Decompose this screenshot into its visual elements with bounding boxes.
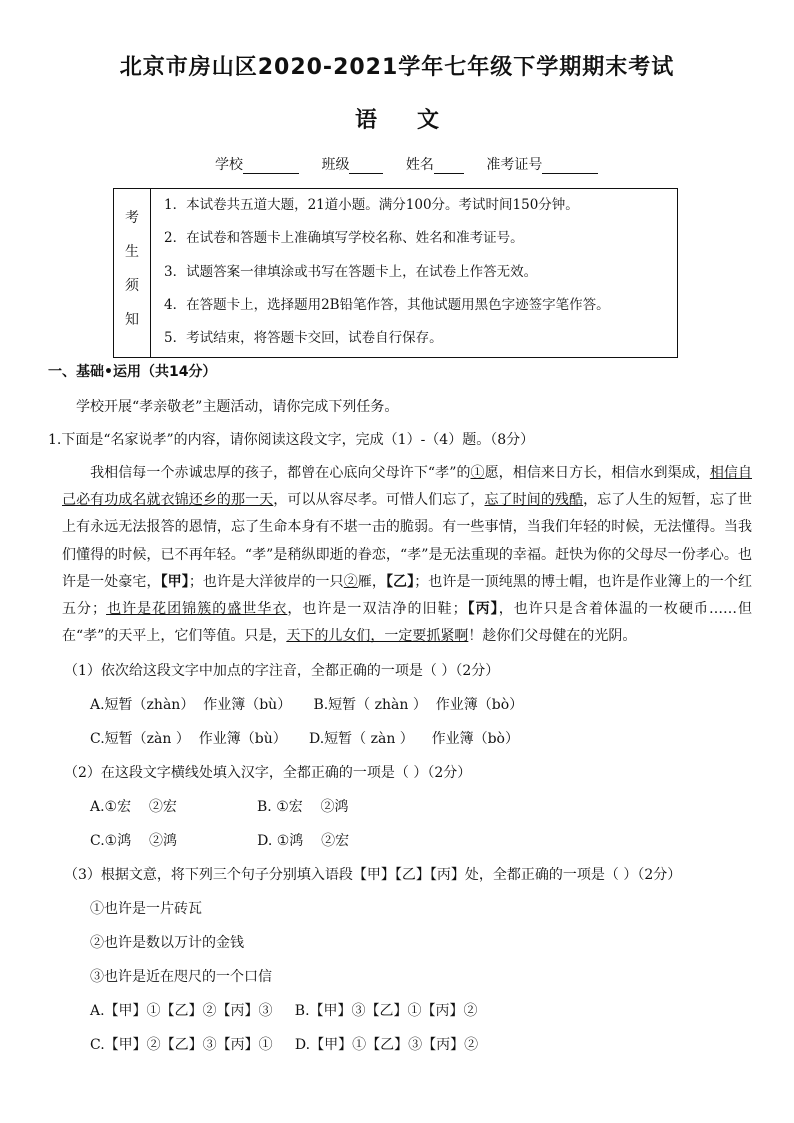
slot-bing: 【丙】 [466,601,499,618]
subquestion-3: （3）根据文意，将下列三个句子分别填入语段【甲】【乙】【丙】处，全都正确的一项是（ ）（2分） [64,867,682,883]
options-ab: A.【甲】①【乙】②【丙】③ B.【甲】③【乙】①【丙】② [90,1003,478,1019]
passage-text: ，忘了人生的短暂，忘了世上有永远无法报答的恩情，忘了生命本身有不堪一击的脆弱。有一些事情，当我们年轻的时候，无法懂得。当我们懂得的时候，已不再年轻。“孝”是稍纵即逝的眷恋，“孝”是无法重现的幸福。赶快为你的父母尽一份孝心。也许是一处豪宅， [62,492,753,590]
notice-rule: 3．试题答案一律填涂或书写在答题卡上，在试卷上作答无效。 [164,264,538,280]
exam-id-label: 准考证号 [486,157,543,173]
passage-text: ，也许只是含着体温的一枚硬币……但在“孝”的天平上，它们等值。只是， [62,601,753,645]
passage-text: ，也许是一双洁净的旧鞋； [287,601,467,618]
exam-notice-box [113,188,678,358]
passage [62,460,752,650]
class-label: 班级 [321,157,350,173]
class-blank [349,159,383,174]
passage-text: ；也许是一顶纯黑的博士帽，也许是作业簿上的一个红五分； [62,573,753,618]
options-cd: C.短暂（zàn ） 作业簿（bù） D.短暂（ zàn ） 作业簿（bò） [90,731,519,747]
section-heading: 一、基础•运用（共14分） [48,364,217,380]
slot-yi: 【乙】 [385,573,415,590]
notice-rule: 5．考试结束，将答题卡交回，试卷自行保存。 [164,330,443,346]
slot-jia: 【甲】 [160,573,189,590]
notice-side-label [114,189,151,357]
notice-side-char: 生 [125,244,139,260]
underlined-sentence: 相信自己必有功成名就衣锦还乡的那一天 [62,465,752,509]
underlined-sentence: 也许是花团锦簇的盛世华衣 [106,601,288,618]
notice-rule: 4．在答题卡上，选择题用2B铅笔作答，其他试题用黑色字迹签字笔作答。 [164,297,610,313]
passage-text: 愿，相信来日方长，相信水到渠成， [484,465,710,481]
subquestion-2: （2）在这段文字横线处填入汉字，全都正确的一项是（ ）（2分） [64,765,472,781]
options-ab: A.短暂（zhàn） 作业簿（bù） B.短暂（ zhàn ） 作业簿（bò） [90,697,524,713]
notice-side-char: 考 [125,210,139,226]
sentence-option-2: ②也许是数以万计的金钱 [90,935,244,951]
options-cd: C.【甲】②【乙】③【丙】① D.【甲】①【乙】③【丙】② [90,1037,479,1053]
exam-id-blank [542,159,598,174]
blank-1: ① [470,465,485,481]
question-1: 1.下面是“名家说孝”的内容，请你阅读这段文字，完成（1）-（4）题。（8分） [48,432,535,448]
school-blank [243,159,299,174]
underlined-sentence: 忘了时间的残酷 [484,492,584,509]
passage-text: ；也许是大洋彼岸的一只 [188,573,344,590]
options-cd: C.①鸿 ②鸿 D. ①鸿 ②宏 [90,833,350,849]
name-blank [434,159,464,174]
passage-text: 雁， [357,573,386,590]
notice-rule: 1．本试卷共五道大题，21道小题。满分100分。考试时间150分钟。 [164,197,579,213]
blank-2: ② [343,573,358,590]
school-label: 学校 [215,157,243,173]
notice-rule: 2．在试卷和答题卡上准确填写学校名称、姓名和准考证号。 [164,230,524,246]
exam-title: 北京市房山区2020-2021学年七年级下学期期末考试 [119,55,675,80]
sentence-option-1: ①也许是一片砖瓦 [90,901,202,917]
sentence-option-3: ③也许是近在咫尺的一个口信 [90,969,272,985]
passage-text: 我相信每一个赤诚忠厚的孩子，都曾在心底向父母许下“孝”的 [90,465,471,481]
underlined-sentence: 天下的儿女们，一定要抓紧啊 [286,628,469,645]
passage-text: ！趁你们父母健在的光阴。 [468,628,637,645]
subquestion-1: （1）依次给这段文字中加点的字注音，全都正确的一项是（ ）（2分） [64,663,500,679]
options-ab: A.①宏 ②宏 B. ①宏 ②鸿 [90,799,349,815]
notice-side-char: 知 [125,312,139,328]
passage-text: ，可以从容尽孝。可惜人们忘了， [273,492,485,509]
subject-title: 语文 [354,108,479,133]
student-info-line [215,154,598,174]
notice-side-char: 须 [125,278,139,294]
name-label: 姓名 [405,157,434,173]
section-intro: 学校开展“孝亲敬老”主题活动，请你完成下列任务。 [76,399,399,415]
